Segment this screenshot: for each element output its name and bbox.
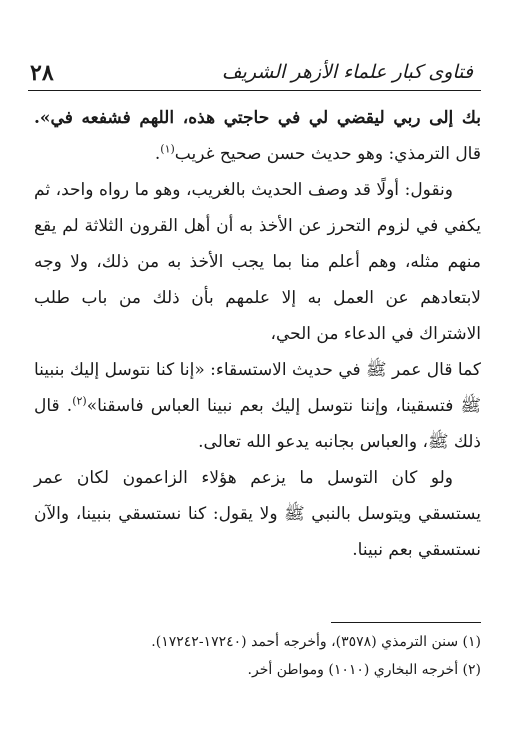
running-header-title: فتاوى كبار علماء الأزهر الشريف	[221, 61, 473, 83]
paragraph-3-end: . قال ذلك ﷺ، والعباس بجانبه يدعو الله تعالى.	[34, 396, 481, 452]
footnote-divider	[331, 622, 481, 623]
paragraph-4: ولو كان التوسل ما يزعم هؤلاء الزاعمون لكان عمر يستسقي ويتوسل بالنبي ﷺ ولا يقول: كنا نستسقي بنبينا، والآن نستسقي بعم نبينا.	[34, 468, 481, 560]
footnotes	[34, 628, 481, 684]
footnote-1: (١) سنن الترمذي (٣٥٧٨)، وأخرجه أحمد (١٧٢٤٠-١٧٢٤٢).	[151, 634, 481, 650]
omar-istisqa-quote: كما قال عمر ﷺ في حديث الاستسقاء: «إنا كنا نتوسل إليك بنبينا ﷺ فتسقينا، وإننا نتوسل إليك بعم نبينا العباس فاسقنا»	[34, 360, 481, 416]
footnote-2: (٢) أخرجه البخاري (١٠١٠) ومواطن أخر.	[247, 662, 481, 678]
paragraph-1	[34, 100, 481, 172]
footnote-ref-1[interactable]: (١)	[160, 142, 175, 156]
paragraph-1-end: .	[154, 144, 161, 164]
paragraph-3	[34, 352, 481, 460]
footnote-ref-2[interactable]: (٢)	[72, 394, 87, 408]
main-text	[34, 100, 481, 568]
header-divider	[28, 90, 481, 91]
paragraph-2: ونقول: أولًا قد وصف الحديث بالغريب، وهو ما رواه واحد، ثم يكفي في لزوم التحرز عن الأخذ به أن أهل القرون الثلاثة لم يقع منهم مثله، وهم أعلم منا بما يجب الأخذ به من ذلك، ولا وجه لابتعادهم عن العمل به إلا علمهم بأن ذلك من باب طلب الاشتراك في الدعاء من الحي،	[34, 180, 481, 344]
page-number: ٢٨	[30, 60, 54, 86]
hadith-quote-end: بك إلى ربي ليقضي لي في حاجتي هذه، اللهم فشفعه في».	[34, 108, 481, 128]
tirmidhi-grading: قال الترمذي: وهو حديث حسن صحيح غريب	[174, 144, 481, 164]
